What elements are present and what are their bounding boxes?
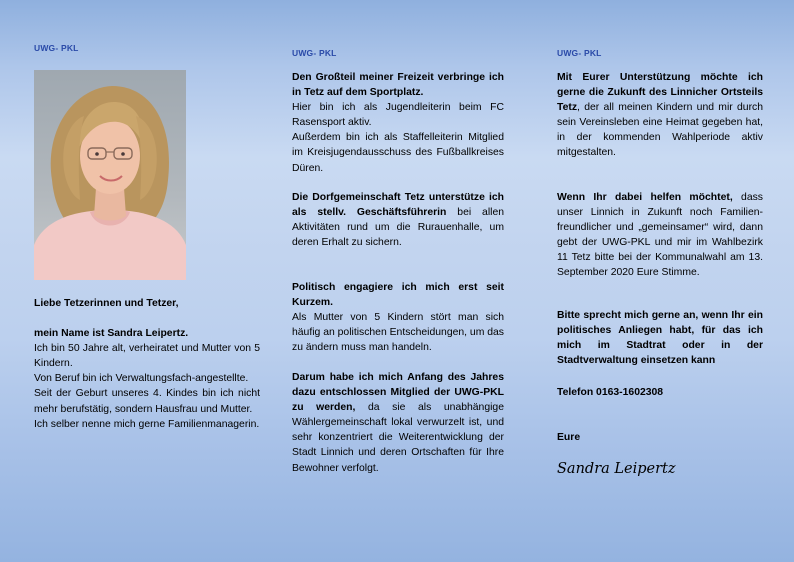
para-text: Als Mutter von 5 Kindern stört man sich häufig an politischen Entscheidungen, um das zu ändern muss man handeln. (292, 312, 504, 354)
para-heading: Wenn Ihr dabei helfen möchtet, (557, 192, 733, 203)
para-text: Hier bin ich als Jugendleiterin beim FC Rasensport aktiv. (292, 102, 504, 129)
para-heading: Den Großteil meiner Freizeit verbringe ich in Tetz auf dem Sportplatz. (292, 72, 504, 99)
para-heading: Mit Eurer Unterstützung möchte ich gerne die Zukunft des Linnicher Ortsteils Tetz (557, 72, 763, 114)
text-line: Seit der Geburt unseres 4. Kindes bin ich nicht mehr berufstätig, sondern Hausfrau und Mutter. (34, 388, 260, 415)
portrait-photo (34, 70, 186, 280)
para-heading: Bitte sprecht mich gerne an, wenn Ihr ein politisches Anliegen habt, für das ich mich im Stadtrat oder in der Stadtverwaltung einsetzen kann (557, 310, 763, 367)
col1-text (34, 296, 260, 432)
greeting: Liebe Tetzerinnen und Tetzer, (34, 298, 179, 309)
text-line: Von Beruf bin ich Verwaltungsfach-angestellte. (34, 373, 249, 385)
para-anliegen (557, 308, 763, 368)
para-zukunft (557, 70, 763, 161)
para-sport (292, 70, 504, 176)
para-uwg (292, 370, 504, 476)
signature: Sandra Leipertz (557, 461, 676, 477)
para-text: dass unser Linnich in Zukunft noch Familien-freundlicher und „gemeinsamer“ wird, dann gebt der UWG-PKL und mir im Wahlbezirk 11 Tetz bitte bei der Kommunalwahl am 13. September 2020 Eure Stimme. (557, 192, 763, 279)
para-text: da sie als unabhängige Wählergemeinschaft lokal verwurzelt ist, und sehr konzentriert die Weiterentwicklung der Stadt Linnich und deren Ortschaften für Ihre Bewohner verfolgt. (292, 402, 504, 474)
para-dorfgemeinschaft (292, 190, 504, 250)
closing-word: Eure (557, 432, 581, 443)
para-heading: Die Dorfgemeinschaft Tetz unterstütze ich als stellv. Geschäftsführerin (292, 192, 504, 219)
phone-line (557, 385, 763, 400)
org-header: UWG- PKL (34, 43, 79, 53)
para-text: bei allen Aktivitäten rund um die Rurauenhalle, um deren Erhalt zu sichern. (292, 207, 504, 249)
para-politik (292, 280, 504, 355)
para-text: , der all meinen Kindern und mir durch sein Vereinsleben eine Heimat gegeben hat, in der kommenden Wahlperiode aktiv mitgestalten. (557, 102, 763, 159)
text-line: Ich bin 50 Jahre alt, verheiratet und Mutter von 5 Kindern. (34, 343, 260, 370)
phone-number: Telefon 0163-1602308 (557, 387, 664, 398)
org-header: UWG- PKL (292, 48, 337, 58)
para-heading: Politisch engagiere ich mich erst seit Kurzem. (292, 282, 504, 309)
para-wahl (557, 190, 763, 281)
text-line: Ich selber nenne mich gerne Familienmanagerin. (34, 418, 260, 430)
para-text: Außerdem bin ich als Staffelleiterin Mitglied im Kreisjugendausschuss des Fußballkreises Düren. (292, 132, 504, 174)
signature-block (557, 462, 763, 477)
org-header: UWG- PKL (557, 48, 602, 58)
closing-block (557, 430, 763, 445)
intro-name: mein Name ist Sandra Leipertz. (34, 328, 189, 340)
para-heading: Darum habe ich mich Anfang des Jahres dazu entschlossen Mitglied der UWG-PKL zu werden, (292, 372, 504, 414)
